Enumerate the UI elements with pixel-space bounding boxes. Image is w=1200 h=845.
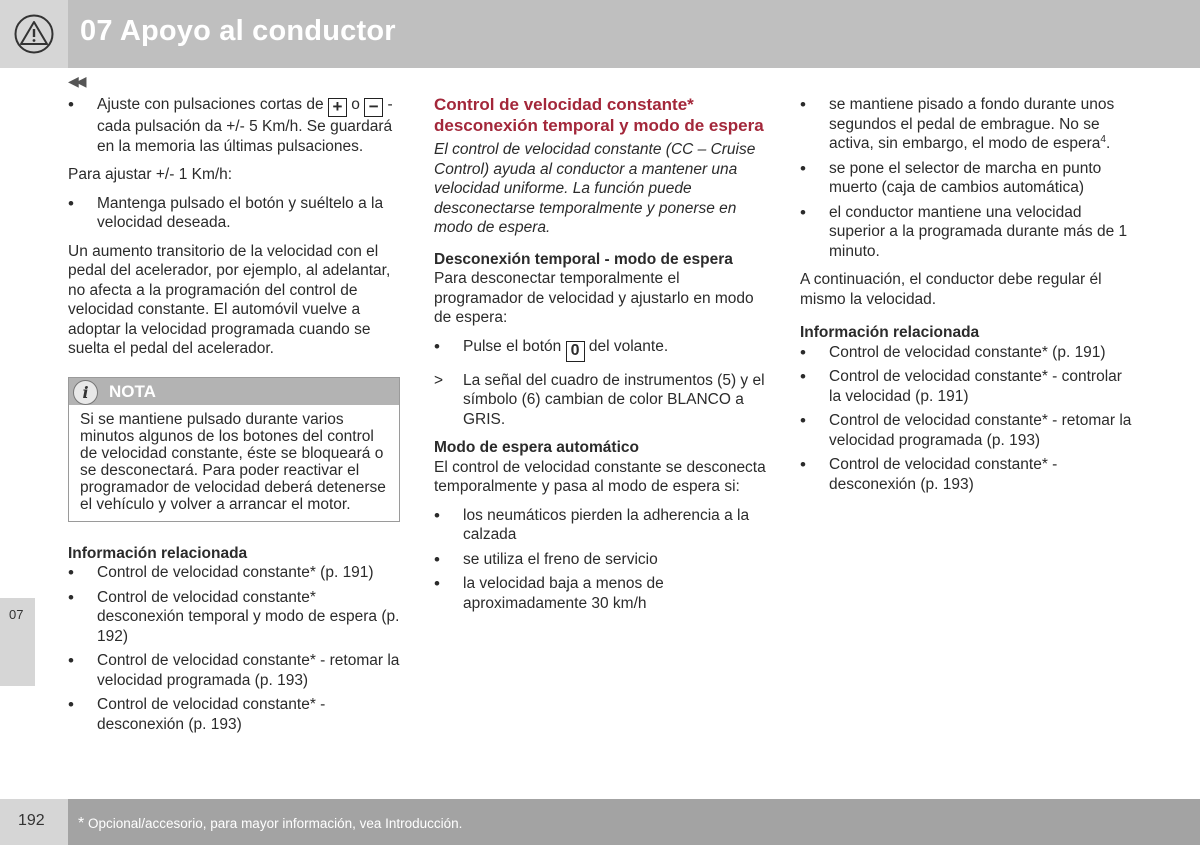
minus-button-icon: − xyxy=(364,98,383,117)
paragraph: Para desconectar temporalmente el programador de velocidad y ajustarlo en modo de espera: xyxy=(434,270,754,326)
related-link[interactable]: • Control de velocidad constante* - retomar la velocidad programada (p. 193) xyxy=(68,651,400,690)
info-icon: i xyxy=(73,380,98,405)
chapter-side-tab[interactable] xyxy=(0,598,35,686)
list-item: • se pone el selector de marcha en punto muerto (caja de cambios automática) xyxy=(800,159,1132,198)
adjust-list xyxy=(68,95,400,156)
page-header xyxy=(0,0,1200,68)
related-link[interactable]: • Control de velocidad constante* - controlar la velocidad (p. 191) xyxy=(800,367,1132,406)
chapter-number: 07 xyxy=(9,607,24,622)
list-item: • el conductor mantiene una velocidad superior a la programada durante más de 1 minuto. xyxy=(800,203,1132,262)
list-item: • Mantenga pulsado el botón y suéltelo a la velocidad deseada. xyxy=(68,194,400,233)
plus-button-icon: + xyxy=(328,98,347,117)
related-link[interactable]: • Control de velocidad constante* desconexión temporal y modo de espera (p. 192) xyxy=(68,588,400,647)
related-link[interactable]: • Control de velocidad constante* - retomar la velocidad programada (p. 193) xyxy=(800,411,1132,450)
list-item: • se mantiene pisado a fondo durante unos segundos el pedal de embrague. No se activa, sin embargo, el modo de espera$^4$. xyxy=(800,95,1132,154)
column-3 xyxy=(800,95,1132,503)
related-link[interactable]: • Control de velocidad constante* - desconexión (p. 193) xyxy=(800,455,1132,494)
footer-bar xyxy=(68,799,1200,845)
paragraph: Para ajustar +/- 1 Km/h: xyxy=(68,166,233,183)
list-item: • la velocidad baja a menos de aproximadamente 30 km/h xyxy=(434,574,766,613)
column-1 xyxy=(68,95,400,743)
asterisk-mark: * xyxy=(78,815,85,832)
paragraph: Un aumento transitorio de la velocidad con el pedal del acelerador, por ejemplo, al adelantar, no afecta a la programación del control de velocidad constante. El automóvil vuelve a adoptar la velocidad programada cuando se suelta el pedal del acelerador. xyxy=(68,242,391,357)
subheading: Desconexión temporal - modo de espera xyxy=(434,250,733,268)
column-2 xyxy=(434,95,766,622)
warning-triangle-icon xyxy=(14,14,54,54)
related-list xyxy=(800,343,1132,495)
note-title: NOTA xyxy=(109,381,156,401)
zero-button-icon: 0 xyxy=(566,341,585,362)
back-arrows-icon[interactable]: ◀◀ xyxy=(68,73,84,89)
list-item: • se utiliza el freno de servicio xyxy=(434,550,766,570)
section-title: Control de velocidad constante* desconexión temporal y modo de espera xyxy=(434,95,764,135)
standby-list-cont xyxy=(800,95,1132,261)
page-footer xyxy=(0,799,1200,845)
related-link[interactable]: • Control de velocidad constante* - desconexión (p. 193) xyxy=(68,695,400,734)
result-arrow-icon: > xyxy=(434,371,444,389)
footer-note: * Opcional/accesorio, para mayor información, vea Introducción. xyxy=(78,815,463,832)
chapter-title: 07 Apoyo al conductor xyxy=(80,15,396,47)
intro-text: El control de velocidad constante (CC – Cruise Control) ayuda al conductor a mantener una velocidad uniforme. La función puede desconectarse temporalmente y ponerse en modo de espera. xyxy=(434,141,756,236)
header-icon-box xyxy=(0,0,68,68)
standby-list xyxy=(434,506,766,614)
subheading: Modo de espera automático xyxy=(434,439,639,456)
note-body: Si se mantiene pulsado durante varios minutos algunos de los botones del control de velocidad constante, éste se bloqueará o se desconectará. Para poder reactivar el programador de velocidad deberá detenerse el vehículo y volver a arrancar el motor. xyxy=(80,410,386,513)
related-link[interactable]: • Control de velocidad constante* (p. 191) xyxy=(68,563,400,583)
page-number: 192 xyxy=(18,812,45,829)
paragraph: A continuación, el conductor debe regular él mismo la velocidad. xyxy=(800,271,1102,308)
note-box xyxy=(68,377,400,522)
paragraph: El control de velocidad constante se desconecta temporalmente y pasa al modo de espera si: xyxy=(434,458,766,495)
related-link[interactable]: • Control de velocidad constante* (p. 191) xyxy=(800,343,1132,363)
related-heading: Información relacionada xyxy=(68,544,248,562)
result-item: > La señal del cuadro de instrumentos (5) y el símbolo (6) cambian de color BLANCO a GRIS. xyxy=(434,371,765,428)
page-number-box xyxy=(0,799,68,845)
related-list xyxy=(68,563,400,734)
footnote-ref: 4 xyxy=(1100,133,1106,145)
list-item: • Ajuste con pulsaciones cortas de + o − - cada pulsación da +/- 5 Km/h. Se guardará en la memoria las últimas pulsaciones. xyxy=(68,95,400,156)
related-heading: Información relacionada xyxy=(800,324,980,341)
note-header xyxy=(69,378,399,405)
list-item: • Pulse el botón 0 del volante. xyxy=(434,337,766,362)
list-item: • los neumáticos pierden la adherencia a la calzada xyxy=(434,506,766,545)
